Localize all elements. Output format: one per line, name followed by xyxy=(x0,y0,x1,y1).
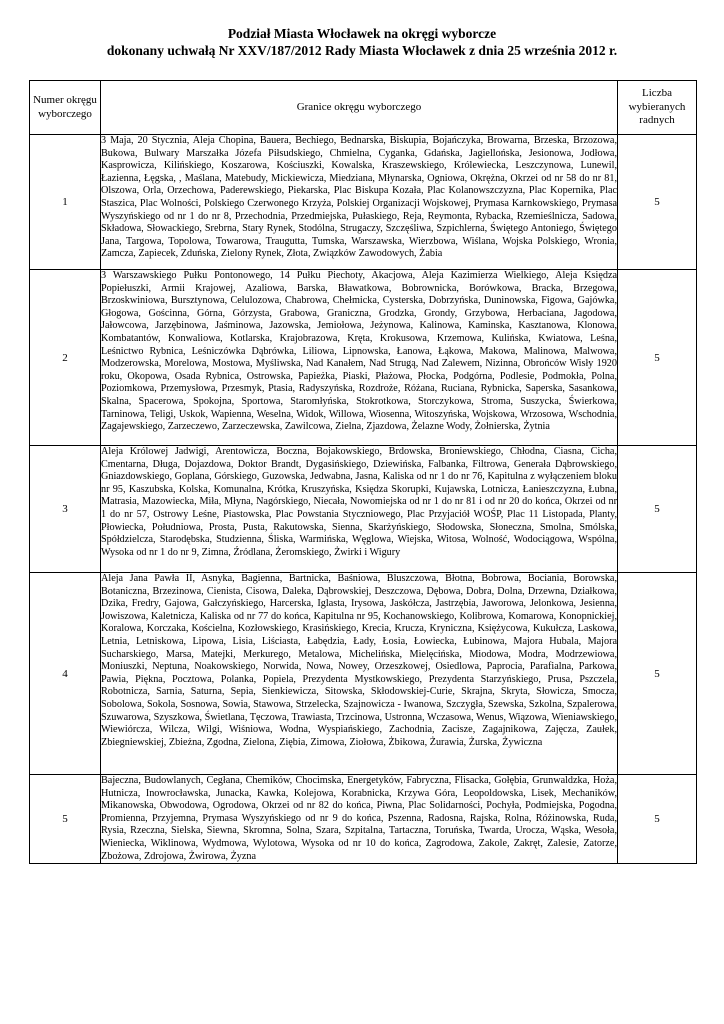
table-row xyxy=(30,270,697,446)
district-seats: 5 xyxy=(618,135,697,270)
header-seats: Liczba wybieranych radnych xyxy=(618,81,697,135)
title-line-2: dokonany uchwałą Nr XXV/187/2012 Rady Miasta Włocławek z dnia 25 września 2012 r. xyxy=(106,43,618,58)
table-row xyxy=(30,573,697,775)
district-seats: 5 xyxy=(618,775,697,864)
district-borders: Aleja Królowej Jadwigi, Arentowicza, Boczna, Bojakowskiego, Brdowska, Broniewskiego, Chłodna, Ciasna, Cicha, Cmentarna, Długa, Dojazdowa, Doktor Brandt, Dygasińskiego, Dziewińska, Falbanka, Filtrowa, Generała Dąbrowskiego, Gniazdowskiego, Goplana, Górskiego, Guzowska, Jedwabna, Jasna, Kaliska od nr 1 do nr 76, Kapitulna z wyłączeniem bloku nr 95, Kaszubska, Kolska, Komunalna, Krótka, Kruszyńska, Księdza Skorupki, Kujawska, Lotnicza, Łanieszczyzna, Łubna, Matrasia, Mazowiecka, Miła, Młyna, Nagórskiego, Niecała, Nowomiejska od nr 1 do nr 81 i od nr 20 do końca, Okrzei od nr 1 do nr 57, Ostrowy Leśne, Piastowska, Plac Powstania Styczniowego, Plac Przyjaciół WOŚP, Plac 11 Listopada, Planty, Płowiecka, Południowa, Prosta, Pusta, Rakutowska, Sienna, Skarżyńskiego, Słodowska, Słoneczna, Smolna, Smólska, Spółdzielcza, Starodębska, Studzienna, Śliska, Warmińska, Węglowa, Wiejska, Witosa, Wolność, Wodociągowa, Wspólna, Wysoka od nr 1 do nr 9, Zimna, Źródlana, Żeromskiego, Żwirki i Wigury xyxy=(101,446,618,573)
district-number: 3 xyxy=(30,446,101,573)
table-row xyxy=(30,446,697,573)
district-borders: 3 Maja, 20 Stycznia, Aleja Chopina, Bauera, Bechiego, Bednarska, Biskupia, Bojańczyka, Browarna, Brzeska, Brzozowa, Bukowa, Bulwary Marszałka Józefa Piłsudskiego, Chmielna, Cyganka, Gdańska, Jagiellońska, Jesionowa, Jodłowa, Kasprowicza, Kilińskiego, Koszarowa, Kościuszki, Kowalska, Kraszewskiego, Królewiecka, Leszczynowa, Lunewil, Łazienna, Łęgska, , Maślana, Matebudy, Mickiewicza, Miedziana, Młynarska, Ogniowa, Okrężna, Okrzei od nr 58 do nr 81, Olszowa, Orla, Orzechowa, Paderewskiego, Piekarska, Plac Biskupa Kozała, Plac Kolanowszczyzna, Plac Kopernika, Plac Staszica, Plac Wolności, Polskiego Czerwonego Krzyża, Polskiej Organizacji Wojskowej, Prymasa Karnkowskiego, Prymasa Wyszyńskiego od nr 1 do nr 8, Przechodnia, Przedmiejska, Pułaskiego, Reja, Reymonta, Rybacka, Rzemieślnicza, Sadowa, Składowa, Słowackiego, Srebrna, Stary Rynek, Stodólna, Strugaczy, Szczęśliwa, Szpichlerna, Świętego Antoniego, Świętego Jana, Targowa, Topolowa, Towarowa, Traugutta, Tumska, Warszawska, Wierzbowa, Wiślana, Wojska Polskiego, Wronia, Zamcza, Zapiecek, Zduńska, Zielony Rynek, Złota, Związków Zawodowych, Żabia xyxy=(101,135,618,270)
district-seats: 5 xyxy=(618,270,697,446)
district-number: 5 xyxy=(30,775,101,864)
table-row xyxy=(30,135,697,270)
title-line-1: Podział Miasta Włocławek na okręgi wyborcze xyxy=(227,26,497,41)
table-row xyxy=(30,775,697,864)
district-number: 1 xyxy=(30,135,101,270)
document-title xyxy=(0,25,724,59)
district-number: 4 xyxy=(30,573,101,775)
district-seats: 5 xyxy=(618,573,697,775)
district-borders: Aleja Jana Pawła II, Asnyka, Bagienna, Bartnicka, Baśniowa, Bluszczowa, Błotna, Bobrowa, Bociania, Borowska, Botaniczna, Brzezinowa, Cienista, Cisowa, Daleka, Dąbrowskiej, Deszczowa, Dębowa, Dobra, Dolna, Drzewna, Działkowa, Dzika, Fredry, Gajowa, Gałczyńskiego, Harcerska, Iglasta, Irysowa, Jaskółcza, Jastrzębia, Jaworowa, Jelonkowa, Jesienna, Jowiszowa, Kaletnicza, Kaliska od nr 77 do końca, Kapitulna nr 95, Kochanowskiego, Kolibrowa, Komarowa, Konopnickiej, Koralowa, Korczaka, Kościelna, Kozłowskiego, Krasińskiego, Krecia, Krucza, Kryniczna, Księżycowa, Kukułcza, Laskowa, Letnia, Letniskowa, Lipowa, Lisia, Liściasta, Łabędzia, Łady, Łosia, Łowiecka, Łubinowa, Majora Hubala, Majora Sucharskiego, Marsa, Matejki, Merkurego, Metalowa, Michelińska, Mielęcińska, Miodowa, Modra, Modrzewiowa, Moniuszki, Neptuna, Noakowskiego, Norwida, Nowa, Nowey, Orzeszkowej, Osiedlowa, Paprocia, Parafialna, Parkowa, Pawia, Piękna, Pocztowa, Polanka, Popiela, Prezydenta Mystkowskiego, Prezydenta Starzyńskiego, Prusa, Pszczela, Robotnicza, Sarnia, Saturna, Sepia, Sienkiewicza, Sitowska, Skłodowskiej-Curie, Skrajna, Skryta, Słowicza, Smocza, Sobolowa, Sokola, Sosnowa, Sowia, Stawowa, Strzelecka, Szajnowicza - Iwanowa, Szczygła, Szewska, Szkolna, Szpalerowa, Szuwarowa, Szyszkowa, Świetlana, Tęczowa, Trawiasta, Trzcinowa, Ustronna, Wczasowa, Wenus, Wiązowa, Wieniawskiego, Wiewiórcza, Wilcza, Wilgi, Wiśniowa, Wodna, Wyspiańskiego, Zachodnia, Zacisze, Zagajnikowa, Zajęcza, Zaułek, Zbiegniewskiej, Zbieżna, Zgodna, Zielona, Ziębia, Zimowa, Ziołowa, Żbikowa, Żurawia, Żurska, Żywiczna xyxy=(101,573,618,775)
districts-table xyxy=(29,80,697,864)
header-number: Numer okręgu wyborczego xyxy=(30,81,101,135)
table-header-row xyxy=(30,81,697,135)
district-seats: 5 xyxy=(618,446,697,573)
district-number: 2 xyxy=(30,270,101,446)
district-borders: 3 Warszawskiego Pułku Pontonowego, 14 Pułku Piechoty, Akacjowa, Aleja Kazimierza Wielkiego, Aleja Księdza Popiełuszki, Armii Krajowej, Azaliowa, Barska, Bławatkowa, Bobrownicka, Borówkowa, Bracka, Brzegowa, Brzoskwiniowa, Bursztynowa, Celulozowa, Chabrowa, Chełmicka, Cysterska, Dobrzyńska, Duninowska, Figowa, Gajówka, Głogowa, Gościnna, Górna, Górzysta, Grabowa, Graniczna, Grodzka, Grondy, Grzybowa, Herbaciana, Jagodowa, Jałowcowa, Jarzębinowa, Jaśminowa, Jazowska, Jemiołowa, Jeżynowa, Kalinowa, Kaminska, Kasztanowa, Klonowa, Kombatantów, Konwaliowa, Kotlarska, Krajobrazowa, Kręta, Krokusowa, Krzemowa, Kulińska, Kwiatowa, Leśna, Leśnictwo Rybnica, Leśniczówka Dąbrówka, Liliowa, Lipnowska, Łanowa, Łąkowa, Makowa, Malinowa, Malwowa, Modzerowska, Morelowa, Mostowa, Myśliwska, Nad Kanałem, Nad Strugą, Nad Zalewem, Nizinna, Obrońców Wisły 1920 roku, Okopowa, Osada Rybnica, Ostrowska, Papieżka, Piaski, Płażowa, Płocka, Podgórna, Podlesie, Podmokła, Polna, Poziomkowa, Przemysłowa, Przesmyk, Ptasia, Radyszyńska, Rozdroże, Różana, Ruciana, Rybnicka, Saperska, Sasankowa, Skalna, Spacerowa, Spokojna, Sportowa, Staromłyńska, Stokrotkowa, Storczykowa, Stroma, Suszycka, Świerkowa, Tarninowa, Teligi, Uskok, Wapienna, Weselna, Widok, Willowa, Wiosenna, Witoszyńska, Wojskowa, Wrzosowa, Wschodnia, Zagajewskiego, Zarzeczewo, Zarzeczewska, Zawilcowa, Zielna, Zjazdowa, Żelazne Wody, Żołnierska, Żytnia xyxy=(101,270,618,446)
district-borders: Bajeczna, Budowlanych, Cegłana, Chemików, Chocimska, Energetyków, Fabryczna, Flisacka, Gołębia, Grunwaldzka, Hoża, Hutnicza, Inowrocławska, Junacka, Kawka, Kolejowa, Korabnicka, Krzywa Góra, Leopoldowska, Lisek, Mechaników, Mikanowska, Obwodowa, Ogrodowa, Okrzei od nr 82 do końca, Piwna, Plac Solidarności, Pochyła, Podmiejska, Pogodna, Promienna, Przyjemna, Prymasa Wyszyńskiego od nr 9 do końca, Pszenna, Radosna, Rajska, Rolna, Różinowska, Ruda, Rysia, Rzeczna, Sielska, Siewna, Skromna, Solna, Szara, Szpitalna, Tartaczna, Toruńska, Twarda, Urocza, Wąska, Wesoła, Wieniecka, Wiklinowa, Wydmowa, Wylotowa, Wysoka od nr 10 do końca, Zagrodowa, Zakole, Zakręt, Zalesie, Zatorze, Zbożowa, Zdrojowa, Żwirowa, Żyzna xyxy=(101,775,618,864)
header-borders: Granice okręgu wyborczego xyxy=(101,81,618,135)
